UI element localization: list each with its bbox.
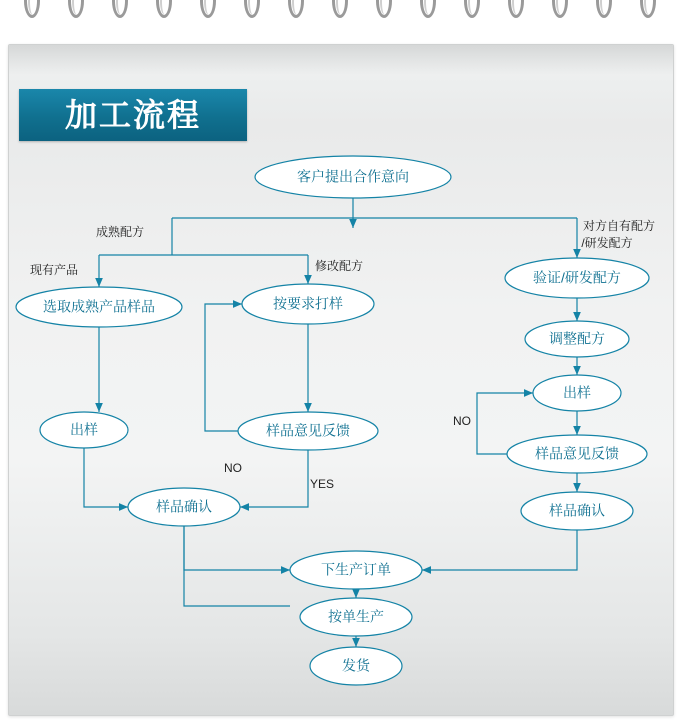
edge-label-mature-formula: 成熟配方 [95, 225, 145, 240]
flow-node-n14[interactable] [310, 647, 402, 685]
flow-node-n13[interactable] [300, 598, 412, 636]
page-title: 加工流程 [64, 97, 201, 133]
flow-node-n2[interactable] [16, 287, 182, 327]
flow-node-label: 样品意见反馈 [266, 422, 350, 439]
flow-node-n11[interactable] [521, 492, 633, 530]
edge-label-no-right: NO [453, 414, 471, 429]
flow-node-n1[interactable] [255, 156, 451, 198]
flow-node-label: 发货 [342, 657, 370, 674]
flowchart-sheet [8, 44, 674, 716]
flow-node-label: 样品确认 [549, 502, 605, 519]
flow-node-n12[interactable] [290, 551, 422, 589]
flow-node-label: 按单生产 [328, 608, 384, 625]
flowchart-svg [9, 45, 673, 715]
flow-node-n7[interactable] [40, 412, 128, 448]
flow-node-label: 样品确认 [156, 498, 212, 515]
edge-label-yes: YES [309, 477, 335, 492]
edge-label-modify-formula: 修改配方 [314, 259, 364, 274]
flow-node-label: 按要求打样 [273, 295, 343, 312]
flow-node-n3[interactable] [242, 284, 374, 324]
spiral-ring [376, 0, 392, 18]
flow-node-label: 出样 [563, 384, 591, 401]
page-title-block [19, 89, 247, 141]
flow-node-label: 客户提出合作意向 [297, 168, 409, 185]
edge-label-no-left: NO [224, 461, 242, 476]
spiral-ring [24, 0, 40, 18]
flow-node-n8[interactable] [238, 412, 378, 450]
spiral-ring [420, 0, 436, 18]
flow-node-label: 调整配方 [549, 330, 605, 347]
spiral-ring [244, 0, 260, 18]
edge-label-existing-product: 现有产品 [29, 263, 79, 278]
spiral-ring [156, 0, 172, 18]
flow-node-label: 选取成熟产品样品 [43, 298, 155, 315]
edge-label-rnd-formula: /研发配方 [581, 236, 633, 251]
edge-label-own-formula: 对方自有配方 [582, 219, 656, 234]
spiral-ring [288, 0, 304, 18]
spiral-ring [68, 0, 84, 18]
spiral-ring [200, 0, 216, 18]
flow-node-n9[interactable] [507, 435, 647, 473]
flow-node-label: 下生产订单 [321, 561, 391, 578]
flow-node-n10[interactable] [128, 488, 240, 526]
spiral-ring [552, 0, 568, 18]
spiral-ring [596, 0, 612, 18]
flow-node-n6[interactable] [533, 375, 621, 411]
flow-node-n5[interactable] [525, 321, 629, 357]
flow-node-label: 验证/研发配方 [533, 269, 621, 286]
spiral-ring [332, 0, 348, 18]
spiral-ring [112, 0, 128, 18]
flow-node-label: 出样 [70, 421, 98, 438]
spiral-ring [640, 0, 656, 18]
spiral-ring [464, 0, 480, 18]
flow-node-n4[interactable] [505, 258, 649, 298]
flow-node-label: 样品意见反馈 [535, 445, 619, 462]
spiral-ring [508, 0, 524, 18]
